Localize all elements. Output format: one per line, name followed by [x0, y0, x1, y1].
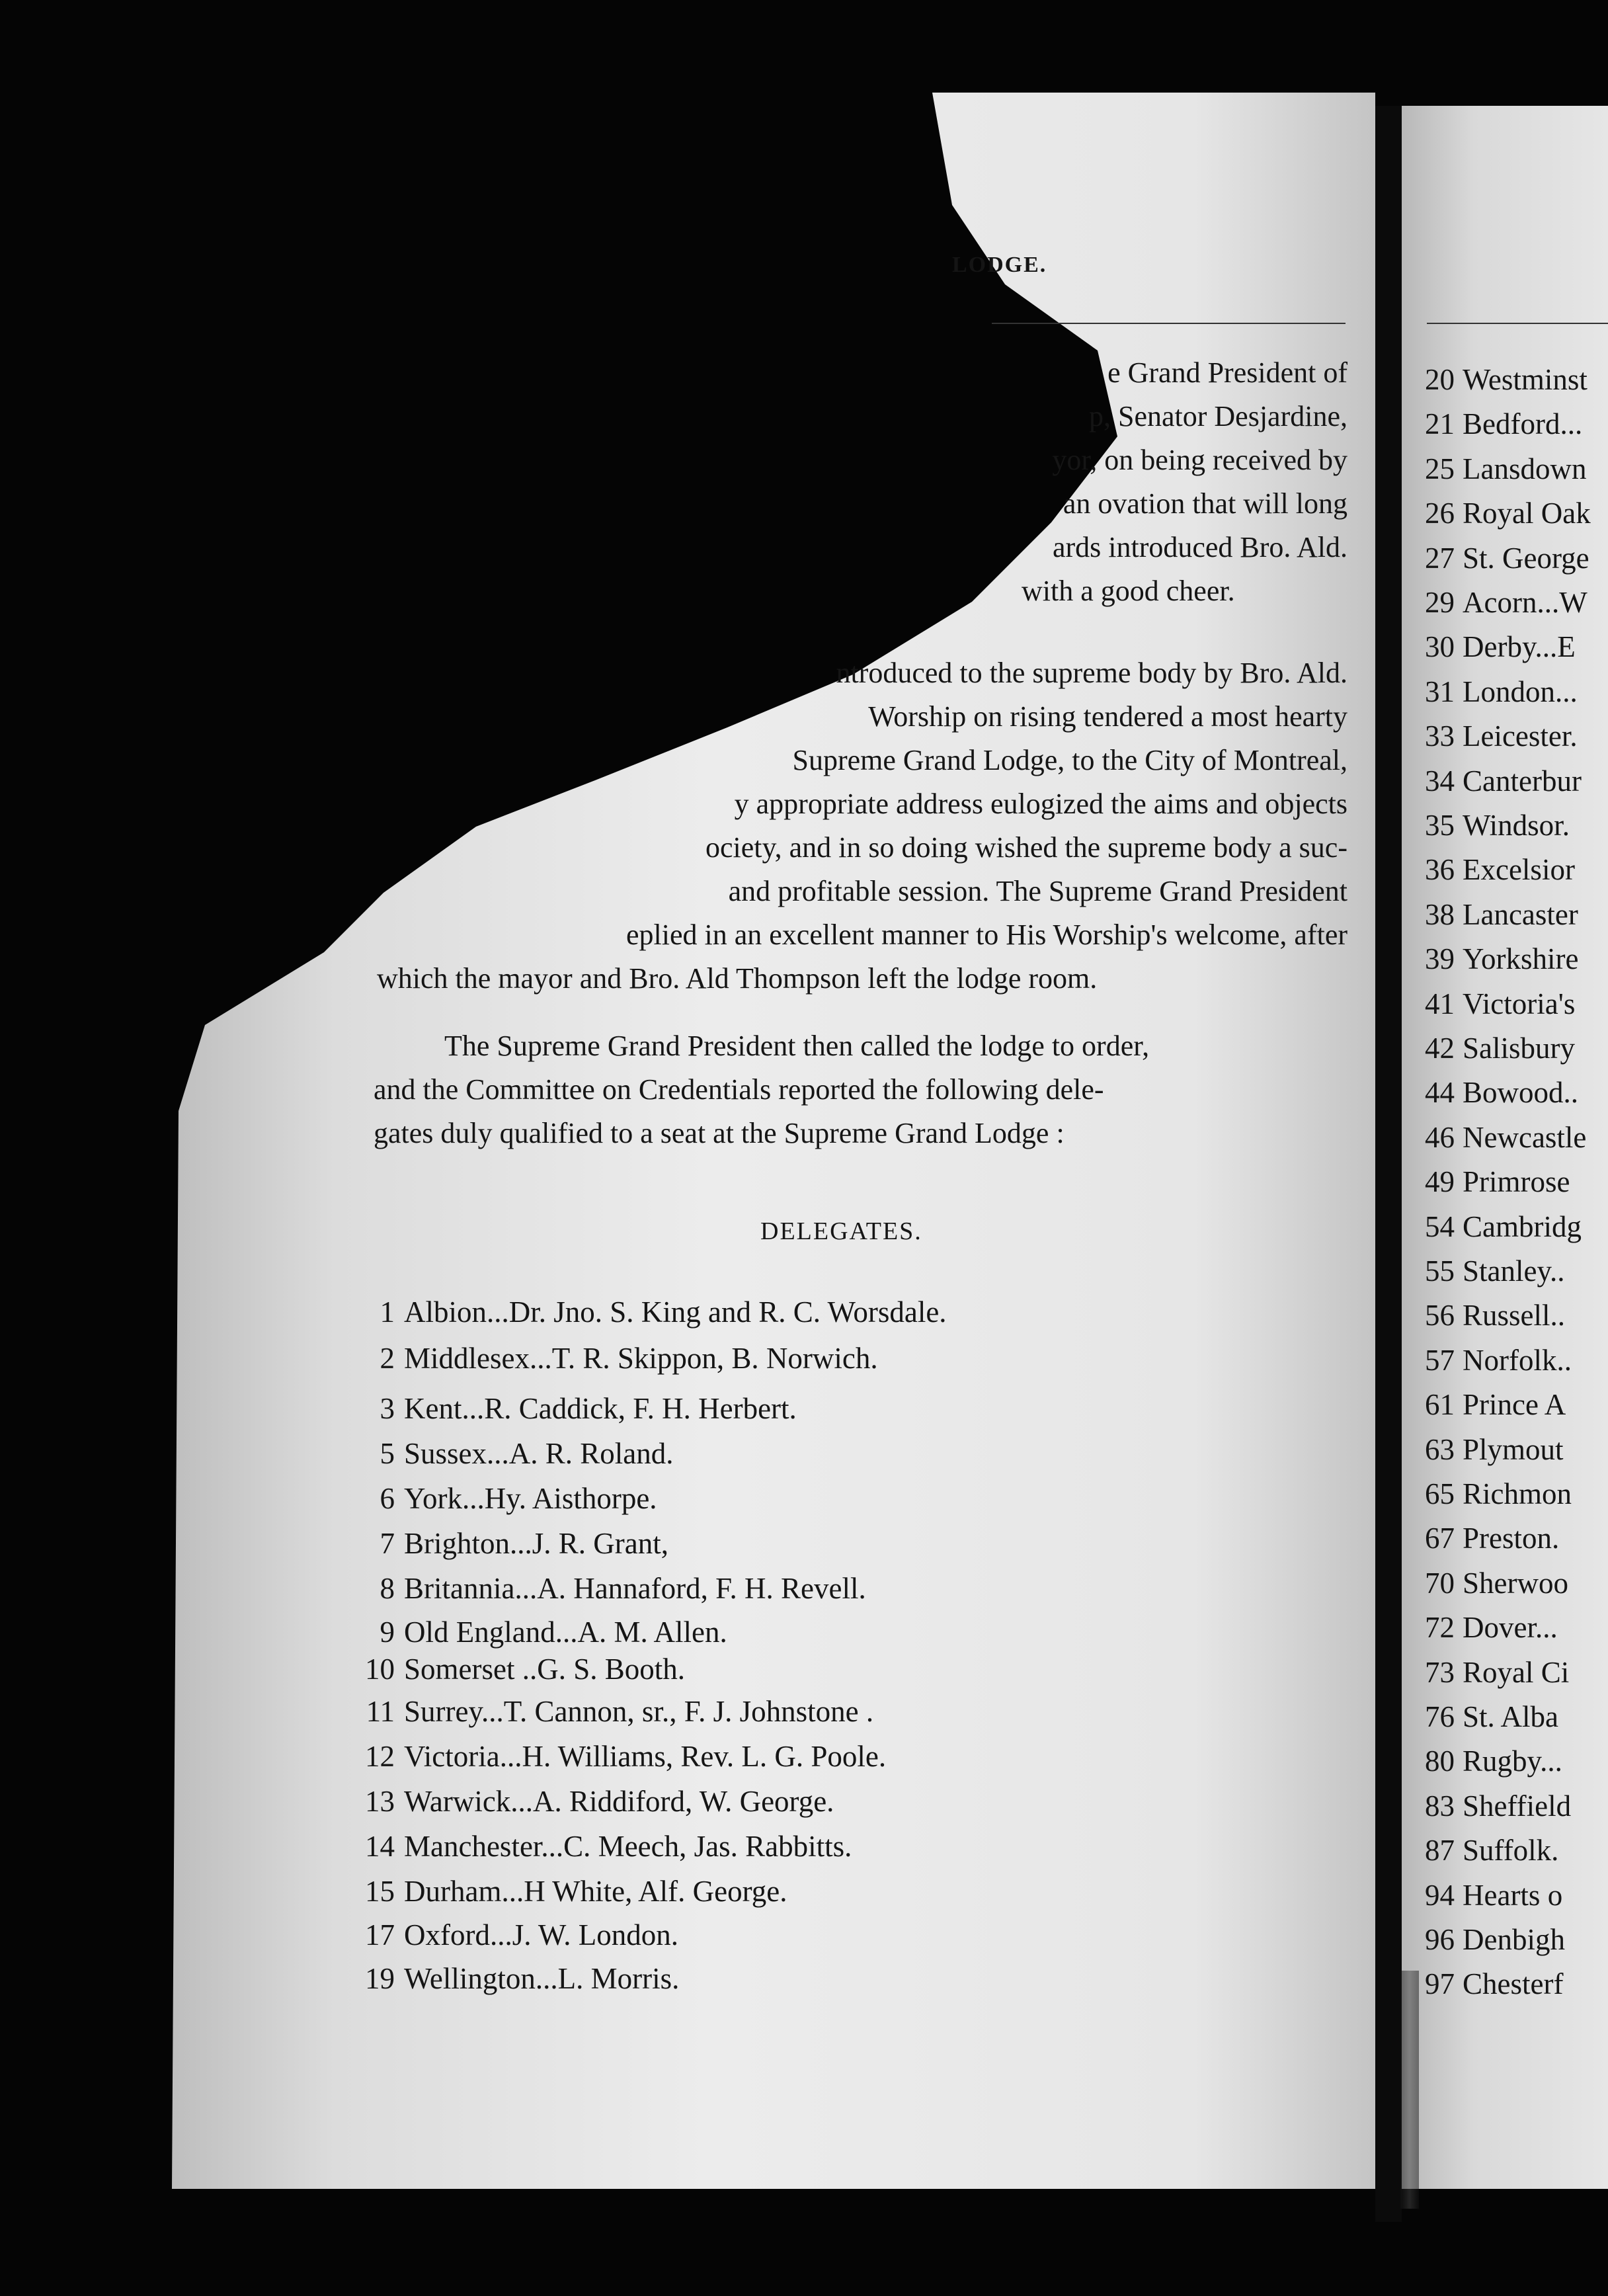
right-column-text: Russell..: [1463, 1299, 1566, 1332]
right-column-text: Canterbur: [1463, 764, 1582, 798]
right-column-row: [1420, 1791, 1571, 1821]
paragraph2-line: and profitable session. The Supreme Grand President: [728, 875, 1347, 907]
right-column-number: 72: [1425, 1611, 1455, 1644]
right-column-row: [1420, 1301, 1565, 1331]
paragraph3-line: gates duly qualified to a seat at the Supreme Grand Lodge :: [374, 1117, 1065, 1149]
right-column-text: Excelsior: [1463, 853, 1575, 886]
delegate-row: [354, 1877, 787, 1906]
delegate-number: 7: [380, 1527, 395, 1560]
right-column-text: Newcastle: [1463, 1121, 1587, 1154]
right-column-number: 21: [1425, 407, 1455, 440]
right-column-text: Yorkshire: [1463, 942, 1579, 975]
delegate-number: 11: [366, 1695, 395, 1728]
right-column-number: 73: [1425, 1656, 1455, 1689]
delegate-text: Britannia...A. Hannaford, F. H. Revell.: [404, 1572, 866, 1605]
right-column-row: [1420, 1167, 1570, 1197]
right-column-text: St. George: [1463, 542, 1589, 575]
right-column-row: [1420, 1435, 1564, 1465]
right-column-number: 83: [1425, 1789, 1455, 1823]
right-column-text: Royal Ci: [1463, 1656, 1570, 1689]
paragraph1-line: ards introduced Bro. Ald.: [1052, 531, 1347, 563]
delegate-text: Brighton...J. R. Grant,: [404, 1527, 668, 1560]
right-column-row: [1420, 721, 1578, 751]
delegate-text: Victoria...H. Williams, Rev. L. G. Poole.: [404, 1740, 887, 1773]
right-column-number: 55: [1425, 1254, 1455, 1288]
delegate-row: [354, 1920, 678, 1950]
delegate-text: Albion...Dr. Jno. S. King and R. C. Worsdale.: [404, 1295, 947, 1329]
right-column-row: [1420, 1524, 1559, 1553]
right-column-row: [1420, 900, 1578, 930]
right-column-row: [1420, 365, 1588, 395]
right-column-text: Hearts o: [1463, 1879, 1563, 1912]
right-column-number: 41: [1425, 987, 1455, 1020]
delegate-number: 9: [380, 1616, 395, 1649]
right-column-row: [1420, 632, 1576, 662]
right-column-row: [1420, 1925, 1565, 1955]
right-column-number: 20: [1425, 363, 1455, 396]
right-column-number: 97: [1425, 1967, 1455, 2000]
delegate-text: Somerset ..G. S. Booth.: [404, 1653, 686, 1686]
delegate-text: Sussex...A. R. Roland.: [404, 1437, 674, 1470]
right-column-row: [1420, 766, 1582, 796]
header-rule-left: [992, 323, 1346, 324]
right-column-number: 54: [1425, 1210, 1455, 1243]
right-column-text: Derby...E: [1463, 630, 1576, 663]
right-column-text: Chesterf: [1463, 1967, 1564, 2000]
right-column-text: Rugby...: [1463, 1744, 1562, 1778]
right-column-number: 63: [1425, 1433, 1455, 1466]
delegate-number: 15: [365, 1875, 395, 1908]
right-column-number: 26: [1425, 497, 1455, 530]
header-rule-right: [1427, 323, 1608, 324]
right-column-row: [1420, 588, 1588, 618]
delegate-text: Old England...A. M. Allen.: [404, 1616, 727, 1649]
right-column-text: Leicester.: [1463, 719, 1578, 753]
delegate-number: 14: [365, 1830, 395, 1863]
right-column-number: 57: [1425, 1344, 1455, 1377]
right-column-row: [1420, 855, 1575, 885]
right-column-number: 96: [1425, 1923, 1455, 1956]
right-column-text: Windsor.: [1463, 809, 1570, 842]
right-column-row: [1420, 1212, 1582, 1242]
right-column-number: 80: [1425, 1744, 1455, 1778]
delegate-number: 10: [365, 1653, 395, 1686]
running-head: LODGE.: [952, 253, 1047, 277]
paragraph2-line: ntroduced to the supreme body by Bro. Ald.: [836, 657, 1347, 689]
right-column-number: 36: [1425, 853, 1455, 886]
paragraph1-line: an ovation that will long: [1063, 487, 1347, 520]
right-column-text: Suffolk.: [1463, 1834, 1559, 1867]
right-column-text: Preston.: [1463, 1522, 1560, 1555]
right-column-text: Salisbury: [1463, 1032, 1576, 1065]
right-column-text: London...: [1463, 675, 1578, 708]
right-column-number: 33: [1425, 719, 1455, 753]
delegate-row: [354, 1297, 947, 1327]
right-column-number: 46: [1425, 1121, 1455, 1154]
right-column-text: Bedford...: [1463, 407, 1583, 440]
delegate-text: Surrey...T. Cannon, sr., F. J. Johnstone .: [404, 1695, 874, 1728]
right-column-row: [1420, 499, 1591, 528]
delegate-row: [354, 1655, 685, 1684]
delegate-row: [354, 1529, 668, 1559]
right-column-text: St. Alba: [1463, 1700, 1559, 1733]
paragraph1-line: p, Senator Desjardine,: [1089, 400, 1347, 432]
delegate-number: 19: [365, 1962, 395, 1995]
right-column-text: Primrose: [1463, 1165, 1570, 1198]
delegate-text: Durham...H White, Alf. George.: [404, 1875, 787, 1908]
delegate-row: [354, 1574, 866, 1604]
right-column-number: 25: [1425, 452, 1455, 485]
right-column-row: [1420, 1613, 1558, 1643]
right-column-row: [1420, 1569, 1568, 1598]
delegate-row: [354, 1964, 679, 1994]
delegate-text: Middlesex...T. R. Skippon, B. Norwich.: [404, 1342, 878, 1375]
delegate-text: Kent...R. Caddick, F. H. Herbert.: [404, 1392, 797, 1425]
right-column-number: 94: [1425, 1879, 1455, 1912]
delegate-number: 6: [380, 1482, 395, 1515]
paragraph2-line: which the mayor and Bro. Ald Thompson left the lodge room.: [377, 962, 1098, 995]
right-column-number: 31: [1425, 675, 1455, 708]
right-column-number: 61: [1425, 1388, 1455, 1421]
right-column-text: Denbigh: [1463, 1923, 1565, 1956]
paragraph1-line: with a good cheer.: [1022, 575, 1235, 607]
right-column-number: 44: [1425, 1076, 1455, 1109]
right-column-row: [1420, 677, 1578, 707]
right-column-text: Stanley..: [1463, 1254, 1565, 1288]
right-column-row: [1420, 1256, 1565, 1286]
right-column-row: [1420, 989, 1575, 1019]
right-column-row: [1420, 944, 1578, 974]
paragraph2-line: Worship on rising tendered a most hearty: [868, 700, 1347, 733]
right-column-row: [1420, 1390, 1566, 1420]
right-column-text: Sheffield: [1463, 1789, 1572, 1823]
right-column-row: [1420, 409, 1582, 439]
right-column-row: [1420, 544, 1589, 573]
delegate-number: 3: [380, 1392, 395, 1425]
right-column-number: 29: [1425, 586, 1455, 619]
paragraph2-line: ociety, and in so doing wished the supreme body a suc-: [705, 831, 1347, 864]
book-gutter: [1375, 106, 1402, 2222]
delegate-text: Warwick...A. Riddiford, W. George.: [404, 1785, 834, 1818]
right-column-text: Richmon: [1463, 1477, 1572, 1510]
right-column-row: [1420, 1702, 1558, 1732]
right-column-number: 38: [1425, 898, 1455, 931]
right-column-row: [1420, 1881, 1562, 1910]
right-column-number: 35: [1425, 809, 1455, 842]
right-column-number: 87: [1425, 1834, 1455, 1867]
delegate-row: [354, 1344, 878, 1374]
delegate-text: Wellington...L. Morris.: [404, 1962, 680, 1995]
delegate-number: 12: [365, 1740, 395, 1773]
right-column-number: 56: [1425, 1299, 1455, 1332]
right-column-text: Bowood..: [1463, 1076, 1579, 1109]
right-column-text: Lancaster: [1463, 898, 1578, 931]
right-column-row: [1420, 1034, 1575, 1063]
right-column-text: Dover...: [1463, 1611, 1558, 1644]
paragraph1-line: yor, on being received by: [1052, 444, 1347, 476]
paragraph2-line: Supreme Grand Lodge, to the City of Montreal,: [792, 744, 1347, 776]
delegates-heading: DELEGATES.: [760, 1217, 922, 1245]
right-column-text: Norfolk..: [1463, 1344, 1572, 1377]
paragraph2-line: eplied in an excellent manner to His Worship's welcome, after: [626, 919, 1347, 951]
delegate-number: 17: [365, 1918, 395, 1951]
delegate-row: [354, 1394, 797, 1424]
paragraph3-line: The Supreme Grand President then called the lodge to order,: [444, 1030, 1150, 1062]
paragraph3-line: and the Committee on Credentials reported the following dele-: [374, 1073, 1104, 1106]
right-column-text: Cambridg: [1463, 1210, 1582, 1243]
right-column-number: 70: [1425, 1567, 1455, 1600]
right-column-row: [1420, 1746, 1562, 1776]
delegate-text: Oxford...J. W. London.: [404, 1918, 678, 1951]
delegate-text: York...Hy. Aisthorpe.: [404, 1482, 657, 1515]
delegate-number: 5: [380, 1437, 395, 1470]
right-column-row: [1420, 454, 1586, 484]
right-column-row: [1420, 1836, 1558, 1866]
delegate-row: [354, 1484, 657, 1514]
right-column-row: [1420, 1969, 1563, 1999]
paragraph1-line: e Grand President of: [1107, 356, 1347, 389]
right-column-text: Lansdown: [1463, 452, 1587, 485]
right-column-text: Royal Oak: [1463, 497, 1591, 530]
right-column-number: 34: [1425, 764, 1455, 798]
delegate-number: 1: [380, 1295, 395, 1329]
delegate-number: 13: [365, 1785, 395, 1818]
right-column-text: Plymout: [1463, 1433, 1564, 1466]
delegate-number: 8: [380, 1572, 395, 1605]
right-column-number: 30: [1425, 630, 1455, 663]
right-column-text: Sherwoo: [1463, 1567, 1568, 1600]
delegate-row: [354, 1787, 834, 1817]
right-column-row: [1420, 1479, 1572, 1509]
paragraph2-line: y appropriate address eulogized the aims and objects: [734, 788, 1347, 820]
right-column-number: 42: [1425, 1032, 1455, 1065]
delegate-row: [354, 1832, 852, 1862]
right-column-row: [1420, 1078, 1578, 1108]
right-column-number: 49: [1425, 1165, 1455, 1198]
right-column-number: 39: [1425, 942, 1455, 975]
delegate-row: [354, 1742, 886, 1772]
right-column-number: 67: [1425, 1522, 1455, 1555]
delegate-row: [354, 1439, 674, 1469]
right-column-number: 65: [1425, 1477, 1455, 1510]
right-column-row: [1420, 1123, 1586, 1153]
right-column-text: Westminst: [1463, 363, 1588, 396]
delegate-number: 2: [380, 1342, 395, 1375]
right-column-row: [1420, 1658, 1569, 1688]
delegate-text: Manchester...C. Meech, Jas. Rabbitts.: [404, 1830, 852, 1863]
right-column-number: 76: [1425, 1700, 1455, 1733]
right-column-text: Prince A: [1463, 1388, 1566, 1421]
right-column-row: [1420, 811, 1570, 840]
right-column-number: 27: [1425, 542, 1455, 575]
page-tear: [1400, 1971, 1419, 2209]
right-column-text: Acorn...W: [1463, 586, 1588, 619]
delegate-row: [354, 1697, 873, 1727]
delegate-row: [354, 1618, 727, 1647]
right-column-row: [1420, 1346, 1572, 1375]
right-column-text: Victoria's: [1463, 987, 1576, 1020]
